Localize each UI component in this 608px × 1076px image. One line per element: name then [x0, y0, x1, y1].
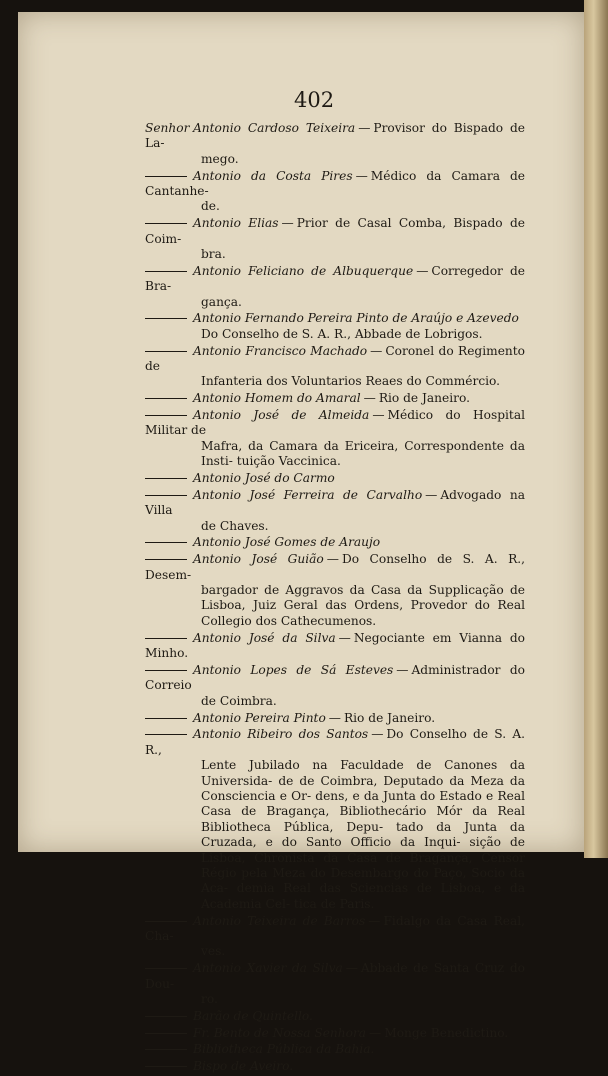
list-item — [145, 1059, 525, 1074]
ditto-dash — [145, 176, 187, 177]
entry-continuation: bargador de Aggravos da Casa da Supplicação de Lisboa, Juiz Geral das Ordens, Provedor do Real Collegio dos Cathecumenos. — [201, 583, 525, 628]
ditto-dash — [145, 1066, 187, 1067]
list-item — [145, 471, 525, 486]
list-item — [145, 344, 525, 390]
entry-name: Antonio José Ferreira de Carvalho — [193, 487, 423, 502]
list-item — [145, 914, 525, 960]
entry-separator: — — [372, 408, 385, 423]
entry-description: Do Conselho de S. A. R., Desem- — [145, 552, 525, 582]
ditto-dash — [145, 415, 187, 416]
entry-name: Bispo de Aveiro. — [193, 1059, 294, 1074]
list-item — [145, 1042, 525, 1057]
list-item — [145, 535, 525, 550]
entry-description: Do Conselho de S. A. R., — [145, 727, 526, 757]
list-item — [145, 408, 525, 470]
list-item — [145, 727, 525, 912]
entry-continuation: de Coimbra. — [201, 693, 277, 708]
entry-continuation: Infanteria dos Voluntarios Reaes do Commércio. — [201, 374, 501, 389]
entry-name: Antonio Feliciano de Albuquerque — [193, 263, 414, 278]
entry-separator: — — [369, 1025, 382, 1040]
entry-continuation: mego. — [201, 151, 239, 166]
entry-separator: — — [355, 168, 368, 183]
list-item — [145, 663, 525, 709]
entry-description: Coronel do Regimento de — [145, 343, 525, 374]
list-item — [145, 311, 525, 342]
entry-description: Abbade de Santa Cruz do Dou- — [145, 961, 525, 991]
list-item — [145, 961, 525, 1007]
entry-continuation: Mafra, da Camara da Ericeira, Correspondente da Insti- tuição Vaccinica. — [201, 438, 525, 469]
entry-name: Barão de Quintello. — [193, 1008, 313, 1023]
entry-name: Antonio Cardoso Teixeira — [193, 121, 356, 135]
entry-separator: — — [396, 662, 409, 677]
entry-description: Corregedor de Bra- — [145, 263, 526, 294]
entry-name: Antonio José do Carmo — [193, 471, 335, 486]
entry-separator: — — [338, 630, 351, 645]
list-item — [145, 121, 525, 167]
ditto-dash — [145, 968, 187, 969]
entry-name: Antonio Teixeira de Barros — [193, 913, 366, 928]
entry-separator: — — [328, 710, 341, 725]
entry-description: Advogado na Villa — [145, 487, 525, 518]
entry-name: Antonio Pereira Pinto — [193, 710, 326, 725]
entry-prefix: Senhor — [145, 121, 190, 135]
entry-name: Antonio Xavier da Silva — [193, 961, 343, 976]
ditto-dash — [145, 478, 187, 479]
ditto-dash — [145, 1049, 187, 1050]
entry-continuation: Do Conselho de S. A. R., Abbade de Lobrigos. — [201, 326, 483, 341]
entry-separator: — — [416, 263, 429, 278]
subscriber-list — [145, 121, 525, 1076]
list-item — [145, 488, 525, 534]
entry-name: Antonio Elias — [193, 216, 279, 231]
list-item — [145, 264, 525, 310]
entry-continuation: de. — [201, 199, 220, 214]
entry-separator: — — [425, 487, 438, 502]
entry-continuation: ro. — [201, 991, 218, 1006]
entry-separator: — — [370, 343, 383, 358]
entry-continuation: bra. — [201, 247, 226, 262]
entry-separator: — — [363, 391, 376, 406]
ditto-dash — [145, 398, 187, 399]
list-item — [145, 169, 525, 215]
entry-name: Antonio José da Silva — [193, 630, 336, 645]
ditto-dash — [145, 495, 187, 496]
entry-name: Antonio Ribeiro dos Santos — [193, 727, 369, 742]
entry-name: Antonio José Guião — [193, 552, 324, 567]
ditto-dash — [145, 638, 187, 639]
ditto-dash — [145, 271, 187, 272]
entry-name: Antonio Lopes de Sá Esteves — [193, 662, 394, 677]
ditto-dash — [145, 921, 187, 922]
entry-separator: — — [281, 216, 294, 231]
list-item — [145, 1026, 525, 1041]
entry-description: Médico da Camara de Cantanhe- — [145, 168, 525, 199]
list-item — [145, 391, 525, 406]
list-item — [145, 552, 525, 629]
entry-description: Rio de Janeiro. — [378, 391, 470, 406]
entry-separator: — — [371, 727, 384, 742]
page-number: 402 — [294, 88, 335, 112]
list-item — [145, 1009, 525, 1024]
ditto-dash — [145, 718, 187, 719]
entry-continuation: de Chaves. — [201, 518, 269, 533]
entry-description: Monge Benedictino. — [384, 1025, 509, 1040]
entry-separator: — — [358, 121, 371, 135]
entry-description: Negociante em Vianna do Minho. — [145, 630, 525, 661]
book-edge — [584, 0, 608, 858]
entry-separator: — — [326, 552, 339, 567]
ditto-dash — [145, 734, 187, 735]
ditto-dash — [145, 1016, 187, 1017]
entry-name: Antonio Homem do Amaral — [193, 391, 361, 406]
ditto-dash — [145, 559, 187, 560]
ditto-dash — [145, 223, 187, 224]
entry-name: Antonio José Gomes de Araujo — [193, 535, 381, 550]
entry-description: Prior de Casal Comba, Bispado de Coim- — [145, 216, 525, 246]
entry-name: Fr. Bento de Nossa Senhora — [193, 1025, 367, 1040]
ditto-dash — [145, 670, 187, 671]
list-item — [145, 631, 525, 662]
ditto-dash — [145, 542, 187, 543]
entry-name: Antonio Fernando Pereira Pinto de Araújo e Azevedo — [193, 311, 519, 326]
entry-continuation: Lente Jubilado na Faculdade de Canones da Universida- de de Coimbra, Deputado da Meza da Consciencia e Or- dens, e da Junta do Estado e Real Casa de Bragança, Bibliothecário Mór da Real Bibliotheca Pública, Depu- tado da Junta da Cruzada, e do Santo Officio da Inqui- sição de Lisboa, Chronista da Casa de Bragança, Censor Régio pela Meza do Desembargo do Paço, Socio da Aca- demia Real das Sciencias de Lisboa, e da Academia Cel- tica de Paris. — [201, 758, 525, 911]
entry-description: Administrador do Correio — [145, 662, 525, 693]
entry-description: Fidalgo da Casa Real, Cha- — [145, 913, 525, 943]
entry-name: Bibliotheca Pública da Bahia. — [193, 1042, 375, 1057]
entry-continuation: gança. — [201, 294, 242, 309]
entry-description: Provisor do Bispado de La- — [145, 121, 525, 151]
entry-name: Antonio Francisco Machado — [193, 343, 368, 358]
entry-continuation: ves. — [201, 944, 226, 959]
entry-separator: — — [345, 961, 358, 976]
ditto-dash — [145, 318, 187, 319]
ditto-dash — [145, 1033, 187, 1034]
ditto-dash — [145, 351, 187, 352]
list-item — [145, 711, 525, 726]
entry-separator: — — [368, 913, 381, 928]
entry-description: Médico do Hospital Militar de — [145, 408, 525, 438]
list-item — [145, 216, 525, 262]
entry-description: Rio de Janeiro. — [343, 710, 436, 725]
entry-name: Antonio José de Almeida — [193, 408, 370, 423]
entry-name: Antonio da Costa Pires — [193, 168, 353, 183]
